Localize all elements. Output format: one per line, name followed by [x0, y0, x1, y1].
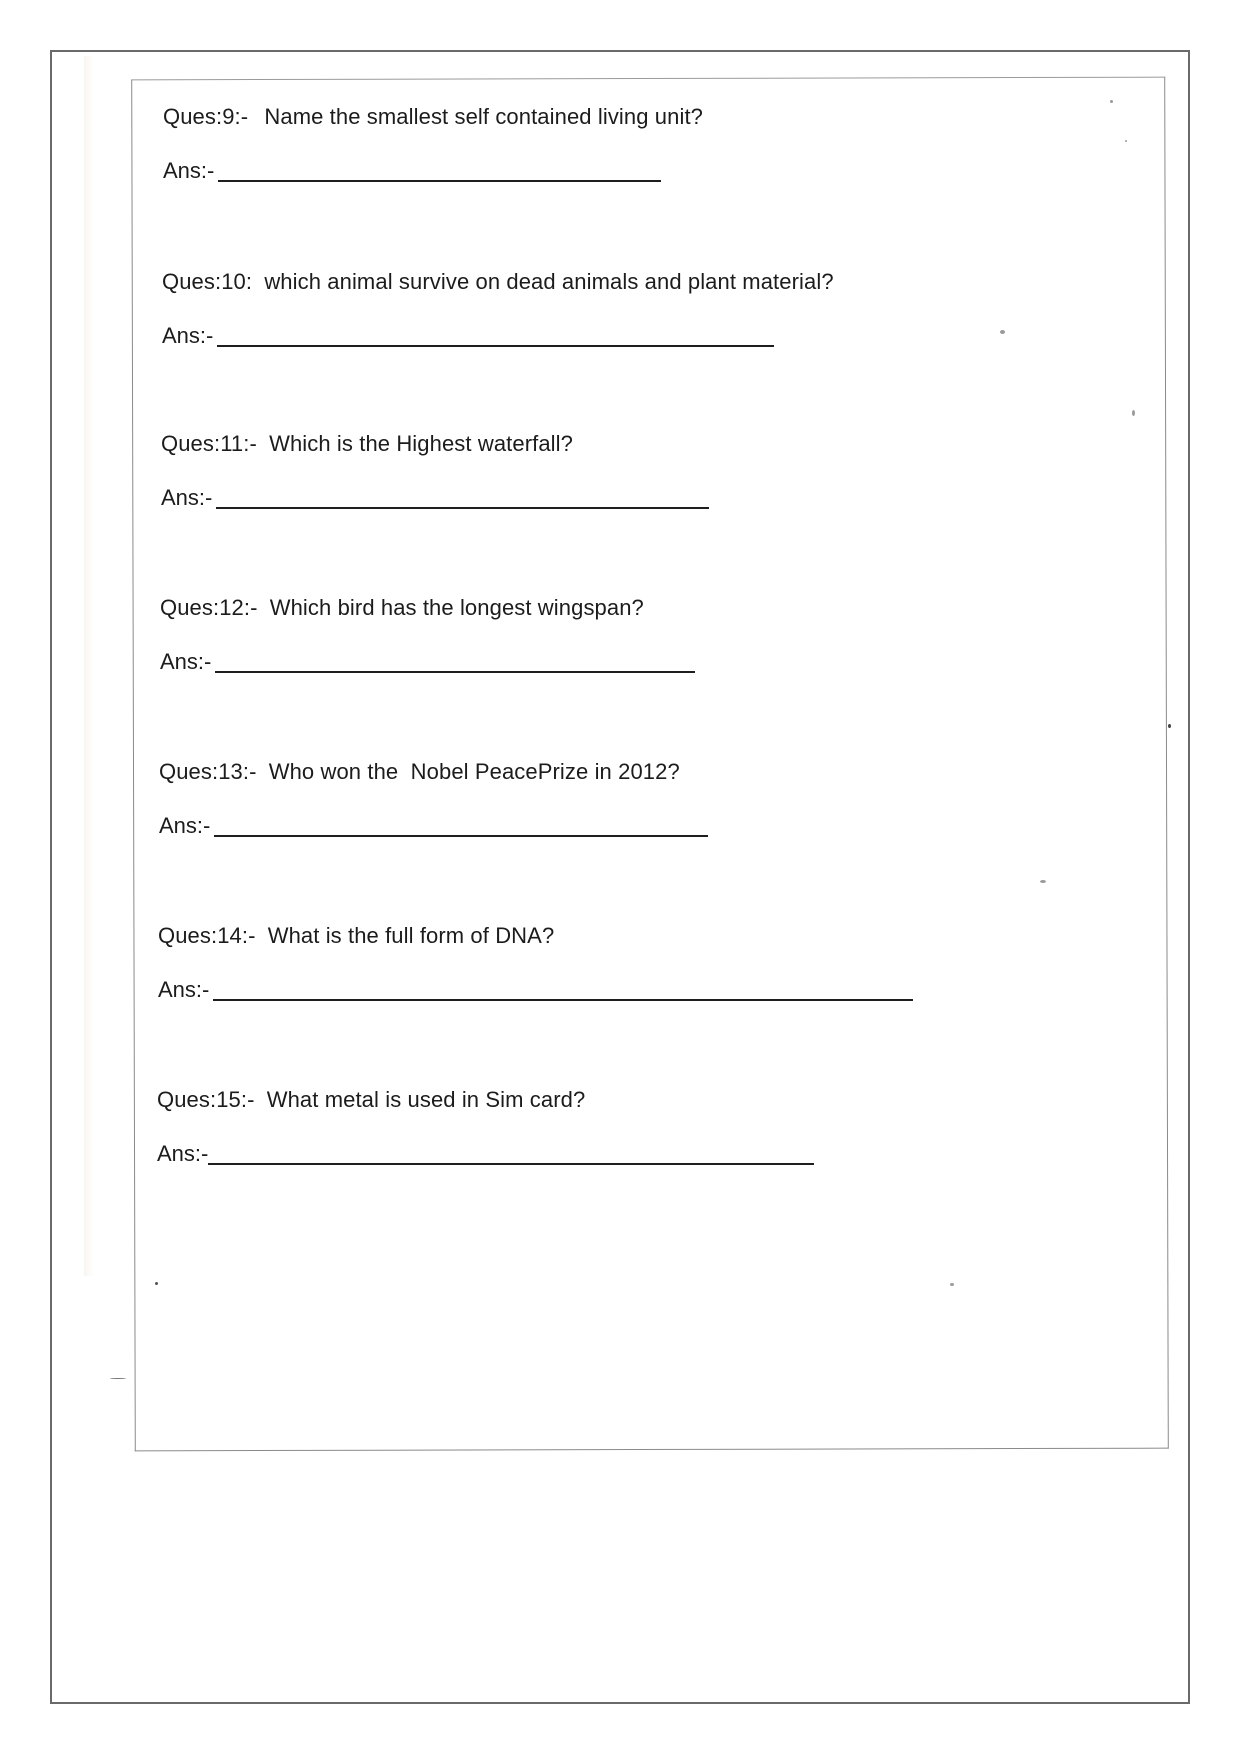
answer-label: Ans:-: [160, 649, 212, 674]
answer-label: Ans:-: [157, 1141, 209, 1166]
answer-blank-line[interactable]: [218, 180, 661, 182]
answer-blank-line[interactable]: [217, 345, 774, 347]
answer-blank-line[interactable]: [214, 835, 708, 837]
question-body: which animal survive on dead animals and plant material?: [264, 269, 834, 294]
question-number: Ques:14:-: [158, 923, 256, 948]
scan-speck: [950, 1283, 954, 1286]
question-body: Which is the Highest waterfall?: [269, 431, 573, 456]
answer-label: Ans:-: [161, 485, 213, 510]
answer-blank-line[interactable]: [215, 671, 695, 673]
scan-speck: [110, 1378, 126, 1379]
question-number: Ques:15:-: [157, 1087, 255, 1112]
answer-row: [158, 977, 913, 1003]
scan-speck: [1110, 100, 1113, 103]
answer-row: [159, 813, 708, 839]
answer-blank-line[interactable]: [208, 1163, 814, 1165]
question-text: [160, 595, 644, 621]
question-text: [157, 1087, 585, 1113]
answer-row: [161, 485, 709, 511]
answer-blank-line[interactable]: [216, 507, 709, 509]
scan-speck: [1125, 140, 1127, 142]
answer-row: [162, 323, 774, 349]
question-number: Ques:10:: [162, 269, 253, 294]
question-text: [159, 759, 680, 785]
answer-label: Ans:-: [162, 323, 214, 348]
answer-blank-line[interactable]: [213, 999, 913, 1001]
question-text: [163, 104, 703, 130]
question-text: [162, 269, 834, 295]
question-text: [161, 431, 573, 457]
answer-row: [160, 649, 695, 675]
answer-label: Ans:-: [163, 158, 215, 183]
question-body: What metal is used in Sim card?: [266, 1087, 586, 1112]
question-body: Name the smallest self contained living unit?: [264, 104, 704, 129]
question-number: Ques:9:-: [163, 104, 249, 129]
scan-speck: [155, 1282, 158, 1285]
question-body: Who won the Nobel PeacePrize in 2012?: [268, 759, 680, 784]
scan-speck: [1168, 724, 1171, 728]
answer-label: Ans:-: [158, 977, 210, 1002]
answer-label: Ans:-: [159, 813, 211, 838]
question-body: What is the full form of DNA?: [267, 923, 555, 948]
question-body: Which bird has the longest wingspan?: [269, 595, 644, 620]
answer-row: [163, 158, 661, 184]
scan-speck: [1132, 410, 1135, 416]
question-number: Ques:12:-: [160, 595, 258, 620]
question-number: Ques:13:-: [159, 759, 257, 784]
question-text: [158, 923, 554, 949]
question-number: Ques:11:-: [161, 431, 257, 456]
scan-speck: [1000, 330, 1005, 334]
answer-row: [157, 1141, 814, 1167]
scan-speck: [1040, 880, 1046, 883]
